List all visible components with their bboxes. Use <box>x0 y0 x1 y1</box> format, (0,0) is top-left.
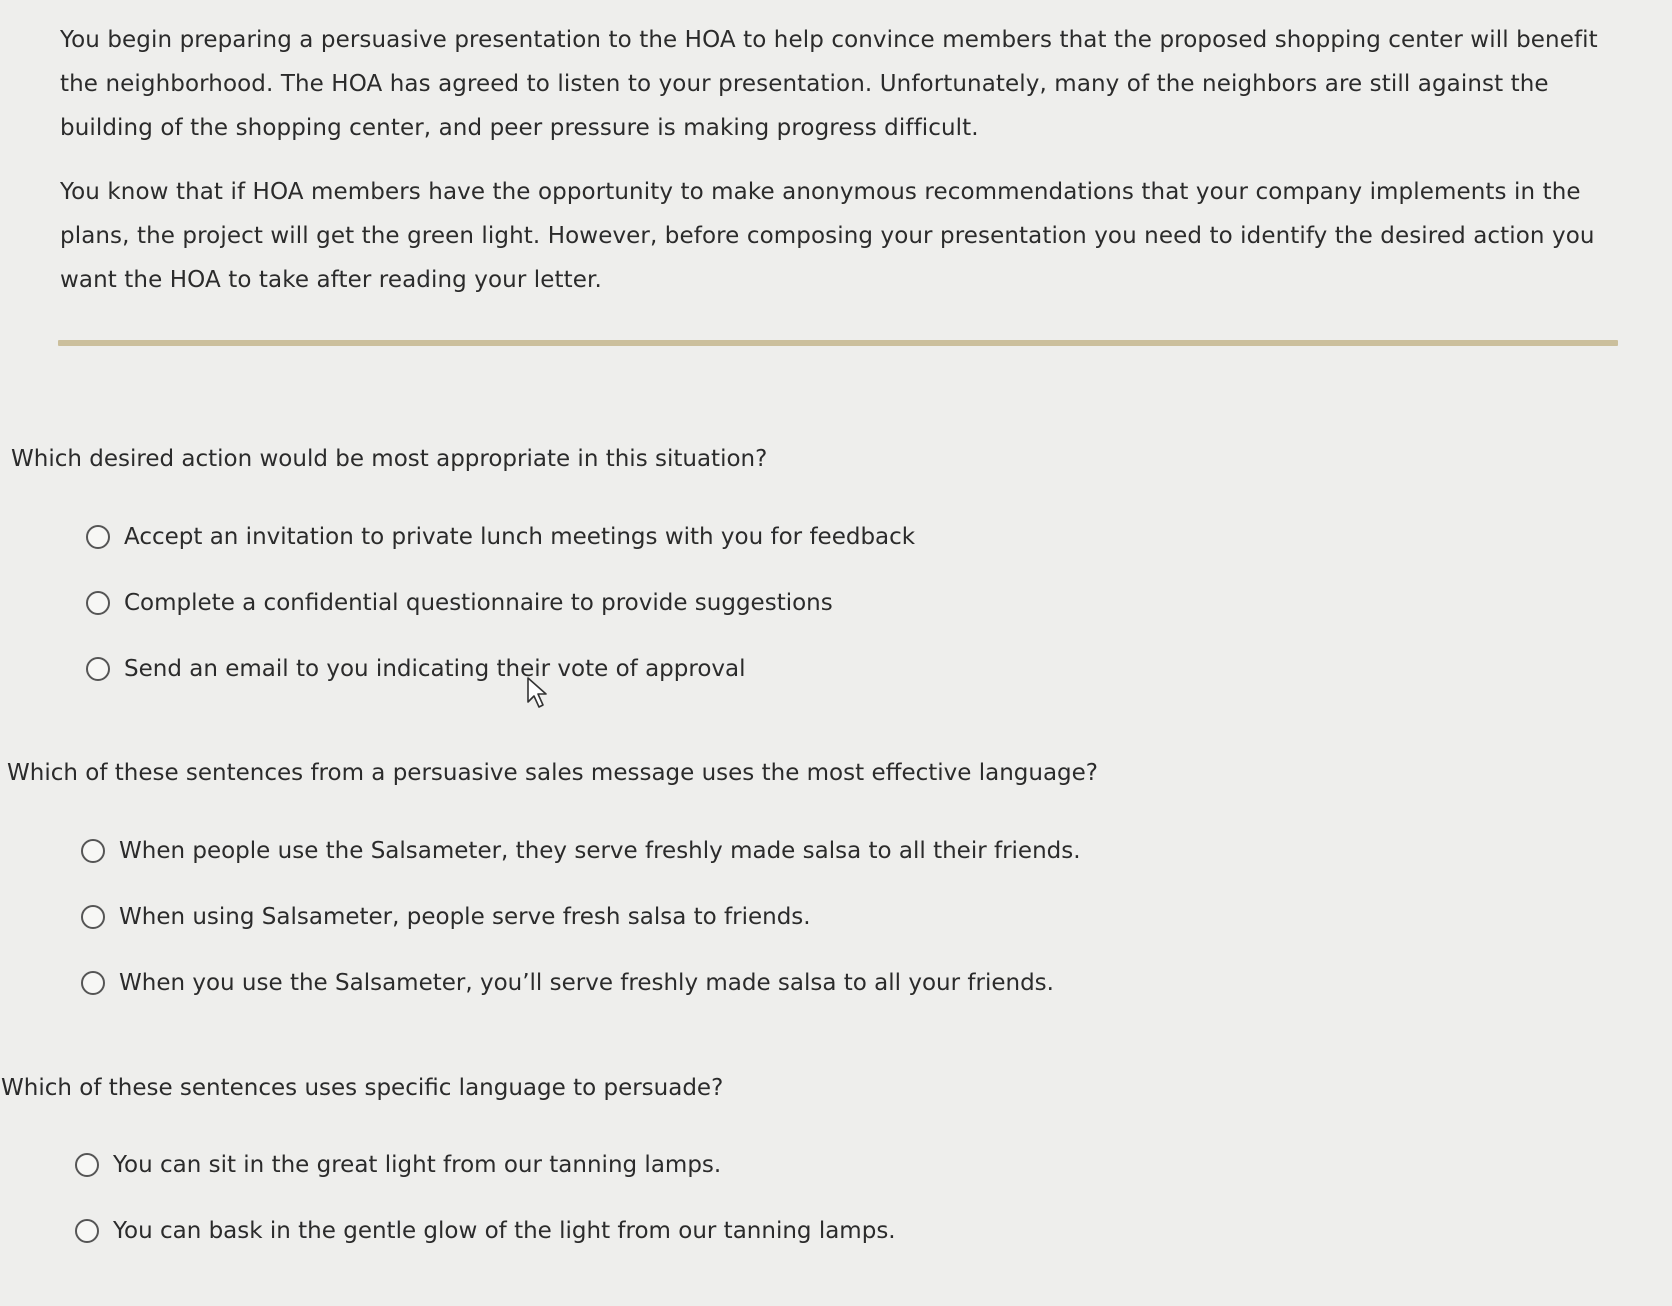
option-label: When using Salsameter, people serve fresh salsa to friends. <box>119 904 811 930</box>
option-label: When you use the Salsameter, you’ll serve freshly made salsa to all your friends. <box>119 970 1054 996</box>
option-label: When people use the Salsameter, they serve freshly made salsa to all their friends. <box>119 838 1081 864</box>
question-2-options <box>81 818 1081 1016</box>
question-3-option-2[interactable] <box>75 1198 896 1264</box>
radio-button-icon[interactable] <box>81 839 105 863</box>
option-label: Complete a confidential questionnaire to provide suggestions <box>124 590 833 616</box>
question-3-options <box>75 1132 896 1264</box>
section-divider <box>58 340 1618 346</box>
radio-button-icon[interactable] <box>75 1153 99 1177</box>
radio-button-icon[interactable] <box>75 1219 99 1243</box>
question-1-option-3[interactable] <box>86 636 915 702</box>
scenario-paragraph-2: You know that if HOA members have the opportunity to make anonymous recommendations that your company implements in the plans, the project will get the green light. However, before composing your presentation you need to identify the desired action you want the HOA to take after reading your letter. <box>60 179 1595 293</box>
question-3-option-1[interactable] <box>75 1132 896 1198</box>
scenario-intro <box>60 18 1620 322</box>
radio-button-icon[interactable] <box>81 971 105 995</box>
radio-button-icon[interactable] <box>86 525 110 549</box>
scenario-paragraph-1: You begin preparing a persuasive presentation to the HOA to help convince members that the proposed shopping center will benefit the neighborhood. The HOA has agreed to listen to your presentation. Unfortunately, many of the neighbors are still against the building of the shopping center, and peer pressure is making progress difficult. <box>60 27 1598 141</box>
option-label: You can bask in the gentle glow of the light from our tanning lamps. <box>113 1218 896 1244</box>
question-3-prompt: Which of these sentences uses specific language to persuade? <box>1 1075 724 1101</box>
question-2-option-3[interactable] <box>81 950 1081 1016</box>
question-1-option-2[interactable] <box>86 570 915 636</box>
mouse-pointer-icon <box>526 676 552 710</box>
question-1-prompt: Which desired action would be most appropriate in this situation? <box>11 446 768 472</box>
question-1-option-1[interactable] <box>86 504 915 570</box>
option-label: Accept an invitation to private lunch meetings with you for feedback <box>124 524 916 550</box>
option-label: Send an email to you indicating their vote of approval <box>124 656 746 682</box>
radio-button-icon[interactable] <box>81 905 105 929</box>
question-1-options <box>86 504 915 702</box>
radio-button-icon[interactable] <box>86 591 110 615</box>
option-label: You can sit in the great light from our tanning lamps. <box>113 1152 722 1178</box>
question-2-prompt: Which of these sentences from a persuasive sales message uses the most effective language? <box>7 760 1099 786</box>
question-2-option-2[interactable] <box>81 884 1081 950</box>
radio-button-icon[interactable] <box>86 657 110 681</box>
question-2-option-1[interactable] <box>81 818 1081 884</box>
